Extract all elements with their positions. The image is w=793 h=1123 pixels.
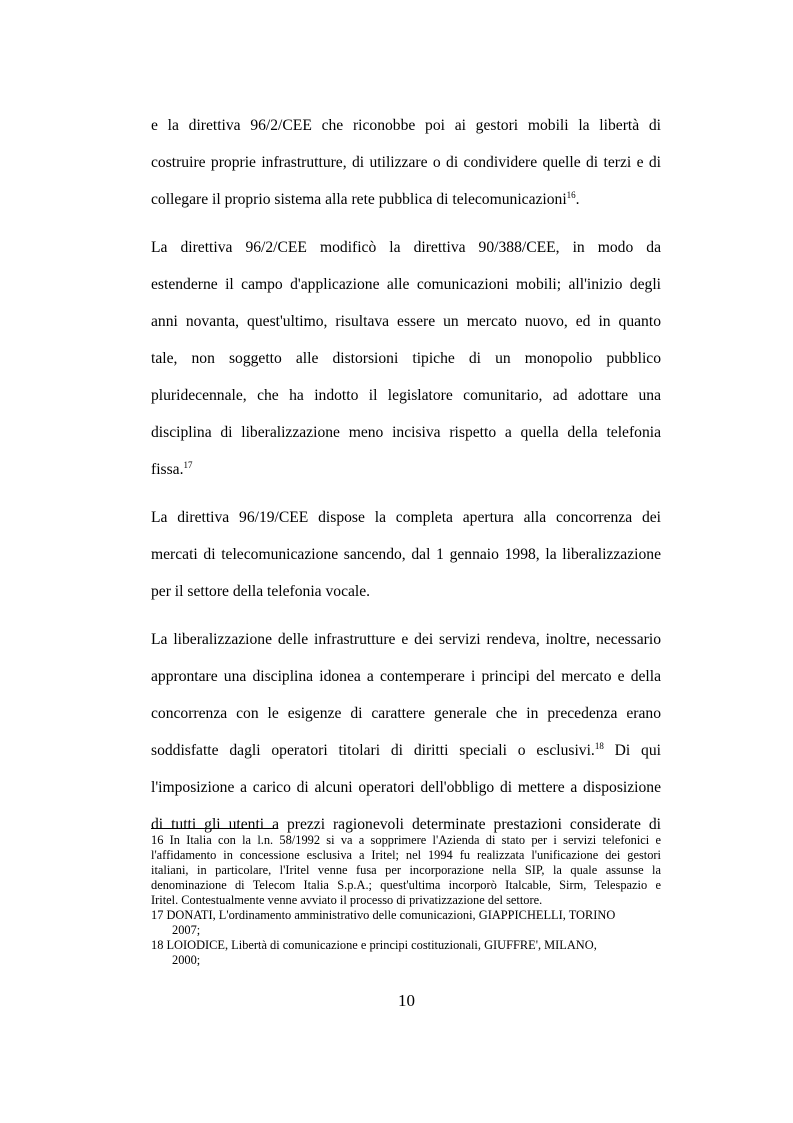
footnote-line: 18 LOIODICE, Libertà di comunicazione e principi costituzionali, GIUFFRE', MILANO, — [151, 938, 597, 952]
footnote-line: 17 DONATI, L'ordinamento amministrativo delle comunicazioni, GIAPPICHELLI, TORINO — [151, 908, 616, 922]
text-line: estenderne il campo d'applicazione alle comunicazioni mobili; all'inizio degli — [151, 276, 661, 293]
paragraph-2 — [151, 229, 661, 488]
text-line: per il settore della telefonia vocale. — [151, 583, 371, 600]
footnote-17 — [151, 908, 661, 938]
text-line: La liberalizzazione delle infrastrutture e dei servizi rendeva, inoltre, necessario — [151, 631, 661, 648]
text-line: La direttiva 96/19/CEE dispose la completa apertura alla concorrenza dei — [151, 509, 661, 526]
body-text — [151, 107, 661, 843]
footnote-ref-16[interactable]: 16 — [566, 190, 576, 200]
footnote-line: Iritel. Contestualmente venne avviato il processo di privatizzazione del settore. — [151, 893, 543, 907]
text-line-content: fissa. — [151, 461, 184, 478]
text-line — [151, 181, 661, 218]
footnote-separator — [151, 828, 278, 829]
text-line: e la direttiva 96/2/CEE che riconobbe poi ai gestori mobili la libertà di — [151, 117, 661, 134]
footnote-line: 2007; — [172, 923, 201, 937]
text-line: approntare una disciplina idonea a contemperare i principi del mercato e della — [151, 668, 661, 685]
footnote-line: 16 In Italia con la l.n. 58/1992 si va a sopprimere l'Azienda di stato per i servizi telefonici e — [151, 833, 661, 847]
paragraph-4 — [151, 621, 661, 843]
text-line: di tutti gli utenti a prezzi ragionevoli determinate prestazioni considerate di — [151, 816, 661, 833]
footnote-18 — [151, 938, 661, 968]
footnote-line: denominazione di Telecom Italia S.p.A.; quest'ultima incorporò Italcable, Sirm, Telespazio e — [151, 878, 661, 892]
footnote-line: l'affidamento in concessione esclusiva a Iritel; nel 1994 fu realizzata l'unificazione dei gestori — [151, 848, 661, 862]
text-line: tale, non soggetto alle distorsioni tipiche di un monopolio pubblico — [151, 350, 661, 367]
page-number: 10 — [398, 991, 415, 1010]
text-line: anni novanta, quest'ultimo, risultava essere un mercato nuovo, ed in quanto — [151, 313, 661, 330]
text-line — [151, 732, 661, 769]
text-line: concorrenza con le esigenze di carattere generale che in precedenza erano — [151, 705, 661, 722]
text-line: costruire proprie infrastrutture, di utilizzare o di condividere quelle di terzi e di — [151, 154, 661, 171]
footnotes — [151, 833, 661, 968]
text-line: disciplina di liberalizzazione meno incisiva rispetto a quella della telefonia — [151, 424, 661, 441]
footnote-line: italiani, in particolare, l'Iritel venne fusa per incorporazione nella SIP, la quale assunse la — [151, 863, 661, 877]
footnote-ref-17[interactable]: 17 — [183, 460, 193, 470]
footnote-line: 2000; — [172, 953, 201, 967]
text-line-tail: Di qui — [603, 742, 661, 759]
paragraph-3 — [151, 499, 661, 610]
text-line — [151, 451, 661, 488]
text-line: La direttiva 96/2/CEE modificò la direttiva 90/388/CEE, in modo da — [151, 239, 661, 256]
text-line-content: collegare il proprio sistema alla rete pubblica di telecomunicazioni — [151, 191, 567, 208]
footnote-16 — [151, 833, 661, 908]
paragraph-1 — [151, 107, 661, 218]
text-line: pluridecennale, che ha indotto il legislatore comunitario, ad adottare una — [151, 387, 661, 404]
text-line: mercati di telecomunicazione sancendo, dal 1 gennaio 1998, la liberalizzazione — [151, 546, 661, 563]
text-line-content: soddisfatte dagli operatori titolari di diritti speciali o esclusivi. — [151, 742, 595, 759]
footnote-ref-18[interactable]: 18 — [594, 741, 604, 751]
text-line-tail: . — [575, 191, 580, 208]
text-line: l'imposizione a carico di alcuni operatori dell'obbligo di mettere a disposizione — [151, 779, 661, 796]
